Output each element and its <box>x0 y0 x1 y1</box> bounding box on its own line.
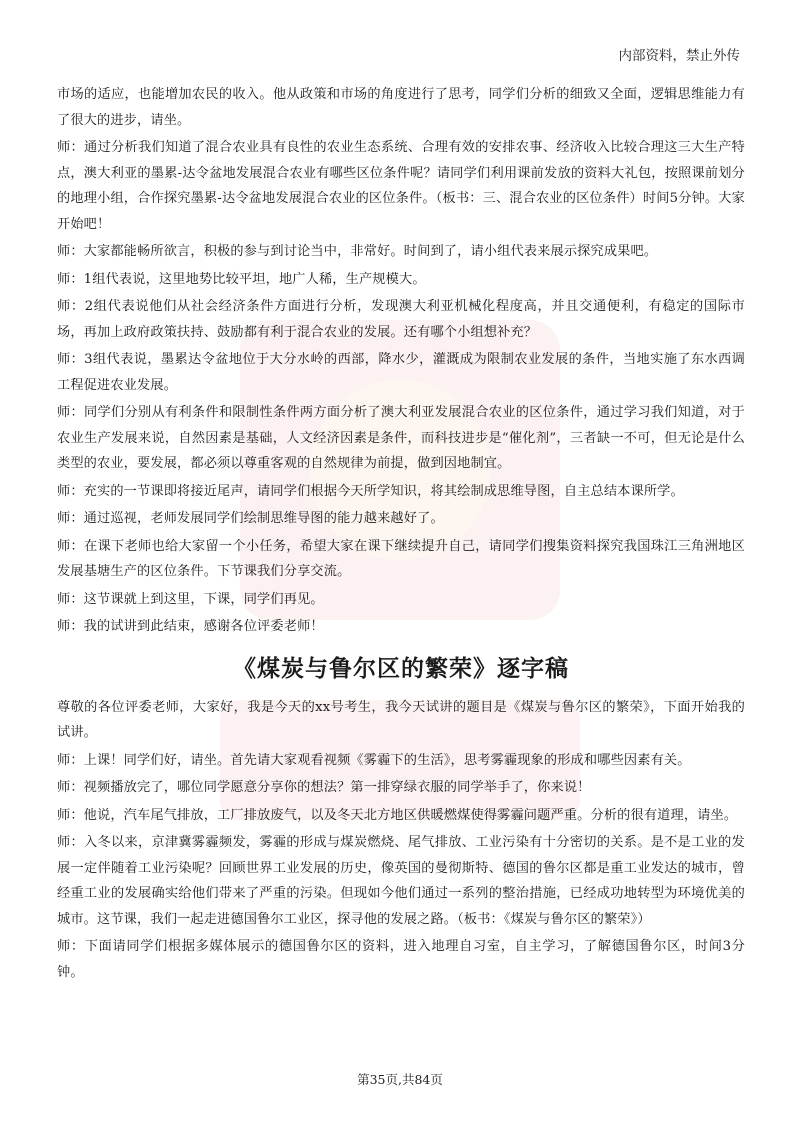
page-number: 第35页,共84页 <box>357 1072 443 1087</box>
paragraph: 师：大家都能畅所欲言，积极的参与到讨论当中，非常好。时间到了，请小组代表来展示探究成果吧。 <box>57 244 658 259</box>
paragraph: 师：他说，汽车尾气排放，工厂排放废气，以及冬天北方地区供暖燃煤使得雾霾问题严重。分析的很有道理，请坐。 <box>57 807 738 823</box>
paragraph: 师：这节课就上到这里，下课，同学们再见。 <box>57 591 324 607</box>
paragraph: 师：我的试讲到此结束，感谢各位评委老师！ <box>57 619 324 634</box>
paragraph: 师：上课！同学们好，请坐。首先请大家观看视频《雾霾下的生活》，思考雾霾现象的形成和哪些因素有关。 <box>57 752 691 768</box>
paragraph: 师：2组代表说他们从社会经济条件方面进行分析，发现澳大利亚机械化程度高，并且交通便利，有稳定的国际市场，再加上政府政策扶持、鼓励都有利于混合农业的发展。还有哪个小组想补充？ <box>57 299 745 340</box>
paragraph: 师：视频播放完了，哪位同学愿意分享你的想法？第一排穿绿衣服的同学举手了，你来说！ <box>57 780 591 795</box>
paragraph: 市场的适应，也能增加农民的收入。他从政策和市场的角度进行了思考，同学们分析的细致又全面，逻辑思维能力有了很大的进步，请坐。 <box>57 87 745 128</box>
paragraph: 师：在课下老师也给大家留一个小任务，希望大家在课下继续提升自己，请同学们搜集资料探究我国珠江三角洲地区发展基塘生产的区位条件。下节课我们分享交流。 <box>57 538 745 579</box>
section-title: 《煤炭与鲁尔区的繁荣》逐字稿 <box>233 655 569 682</box>
document-body <box>57 82 745 987</box>
paragraph: 师：通过巡视，老师发展同学们绘制思维导图的能力越来越好了。 <box>57 511 444 526</box>
header-note: 内部资料，禁止外传 <box>618 48 740 64</box>
paragraph: 师：充实的一节课即将接近尾声，请同学们根据今天所学知识，将其绘制成思维导图，自主总结本课所学。 <box>57 483 684 499</box>
paragraph: 师：通过分析我们知道了混合农业具有良性的农业生态系统、合理有效的安排农事、经济收入比较合理这三大生产特点，澳大利亚的墨累-达令盆地发展混合农业有哪些区位条件呢？请同学们利用课前发放的资料大礼包，按照课前划分的地理小组，合作探究墨累-达令盆地发展混合农业的区位条件。（板书：三、混合农业的区位条件）时间5分钟。大家开始吧！ <box>57 140 745 232</box>
paragraph: 师：入冬以来，京津冀雾霾频发，雾霾的形成与煤炭燃烧、尾气排放、工业污染有十分密切的关系。是不是工业的发展一定伴随着工业污染呢？回顾世界工业发展的历史，像英国的曼彻斯特、德国的鲁尔区都是重工业发达的城市，曾经重工业的发展确实给他们带来了严重的污染。但现如今他们通过一系列的整治措施，已经成功地转型为环境优美的城市。这节课，我们一起走进德国鲁尔工业区，探寻他的发展之路。（板书：《煤炭与鲁尔区的繁荣》） <box>57 835 745 927</box>
paragraph: 师：同学们分别从有利条件和限制性条件两方面分析了澳大利亚发展混合农业的区位条件，通过学习我们知道，对于农业生产发展来说，自然因素是基础，人文经济因素是条件，而科技进步是“催化剂”，三者缺一不可，但无论是什么类型的农业，要发展，都必须以尊重客观的自然规律为前提，做到因地制宜。 <box>57 405 745 471</box>
paragraph: 尊敬的各位评委老师，大家好，我是今天的xx号考生，我今天试讲的题目是《煤炭与鲁尔区的繁荣》，下面开始我的试讲。 <box>57 699 745 740</box>
paragraph: 师：下面请同学们根据多媒体展示的德国鲁尔区的资料，进入地理自习室，自主学习，了解德国鲁尔区，时间3分钟。 <box>57 939 745 980</box>
paragraph: 师：3组代表说，墨累达令盆地位于大分水岭的西部，降水少，灌溉成为限制农业发展的条件，当地实施了东水西调工程促进农业发展。 <box>57 352 745 393</box>
paragraph: 师：1组代表说，这里地势比较平坦，地广人稀，生产规模大。 <box>57 271 426 287</box>
